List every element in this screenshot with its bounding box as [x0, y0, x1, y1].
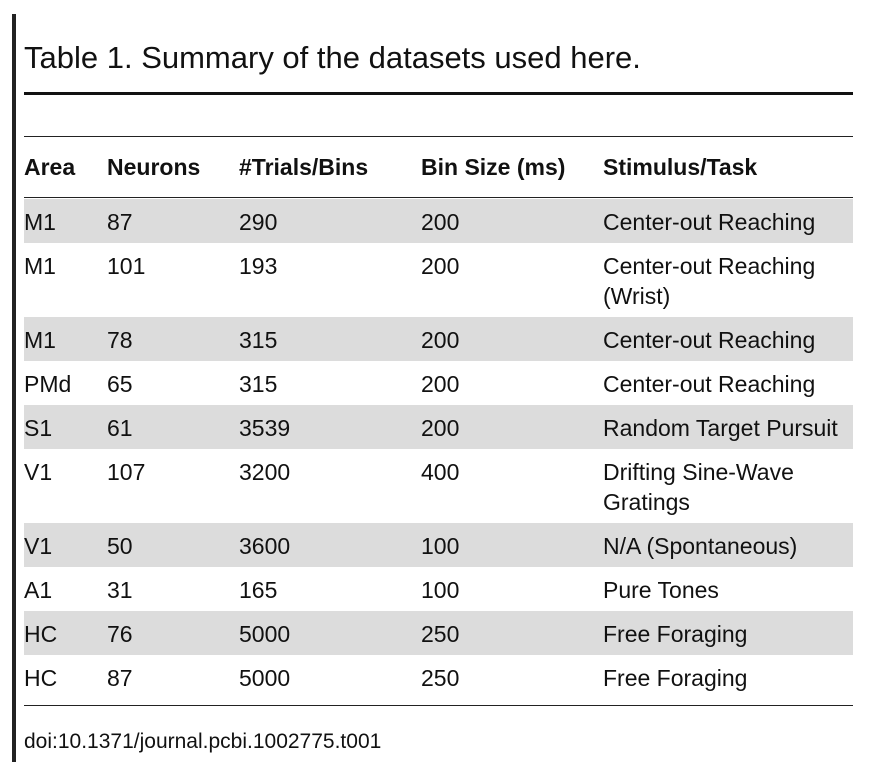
cell-bin-size: 200 — [421, 371, 460, 397]
cell-stimulus-task: Center-out Reaching — [603, 371, 816, 397]
cell-bin-size: 200 — [421, 327, 460, 353]
cell-neurons: 87 — [107, 209, 133, 235]
table-row — [24, 405, 853, 449]
column-header-trials-bins: #Trials/Bins — [239, 154, 369, 180]
cell-neurons: 87 — [107, 665, 133, 691]
title-rule — [24, 92, 853, 95]
cell-area: V1 — [24, 533, 53, 559]
column-header-area: Area — [24, 154, 76, 180]
cell-area: S1 — [24, 415, 53, 441]
cell-area: M1 — [24, 209, 56, 235]
table-row — [24, 523, 853, 567]
cell-neurons: 78 — [107, 327, 133, 353]
cell-bin-size: 250 — [421, 665, 460, 691]
cell-stimulus-task: Center-out Reaching (Wrist) — [603, 253, 816, 309]
cell-stimulus-task: Center-out Reaching — [603, 327, 816, 353]
table-header-rule — [24, 197, 853, 198]
table-body — [24, 199, 853, 701]
doi-footnote: doi:10.1371/journal.pcbi.1002775.t001 — [24, 730, 382, 753]
cell-area: V1 — [24, 459, 53, 485]
cell-trials-bins: 5000 — [239, 665, 291, 691]
cell-neurons: 31 — [107, 577, 133, 603]
table-title: Table 1. Summary of the datasets used here. — [24, 40, 641, 75]
cell-stimulus-task: Free Foraging — [603, 665, 748, 691]
table-bottom-rule — [24, 705, 853, 706]
cell-trials-bins: 3600 — [239, 533, 291, 559]
cell-stimulus-task: Drifting Sine-Wave Gratings — [603, 459, 794, 515]
cell-trials-bins: 315 — [239, 371, 278, 397]
table-row — [24, 317, 853, 361]
cell-neurons: 101 — [107, 253, 146, 279]
cell-neurons: 76 — [107, 621, 133, 647]
column-header-stimulus-task: Stimulus/Task — [603, 154, 758, 180]
cell-bin-size: 200 — [421, 209, 460, 235]
left-margin-bar — [12, 14, 16, 762]
cell-area: HC — [24, 665, 58, 691]
cell-area: A1 — [24, 577, 53, 603]
table-top-rule — [24, 136, 853, 137]
table-row — [24, 243, 853, 317]
cell-neurons: 61 — [107, 415, 133, 441]
cell-bin-size: 100 — [421, 533, 460, 559]
cell-trials-bins: 5000 — [239, 621, 291, 647]
cell-neurons: 65 — [107, 371, 133, 397]
cell-neurons: 107 — [107, 459, 146, 485]
cell-stimulus-task: N/A (Spontaneous) — [603, 533, 798, 559]
column-header-neurons: Neurons — [107, 154, 201, 180]
table-row — [24, 655, 853, 701]
cell-trials-bins: 290 — [239, 209, 278, 235]
cell-area: M1 — [24, 327, 56, 353]
column-header-bin-size: Bin Size (ms) — [421, 154, 566, 180]
cell-stimulus-task: Random Target Pursuit — [603, 415, 838, 441]
cell-stimulus-task: Center-out Reaching — [603, 209, 816, 235]
cell-trials-bins: 3539 — [239, 415, 291, 441]
cell-stimulus-task: Pure Tones — [603, 577, 719, 603]
cell-trials-bins: 165 — [239, 577, 278, 603]
cell-bin-size: 100 — [421, 577, 460, 603]
cell-bin-size: 250 — [421, 621, 460, 647]
cell-bin-size: 200 — [421, 415, 460, 441]
table-header-row — [24, 147, 853, 187]
table-row — [24, 611, 853, 655]
cell-bin-size: 400 — [421, 459, 460, 485]
table-row — [24, 361, 853, 405]
cell-neurons: 50 — [107, 533, 133, 559]
cell-area: PMd — [24, 371, 72, 397]
cell-bin-size: 200 — [421, 253, 460, 279]
cell-area: M1 — [24, 253, 56, 279]
table-row — [24, 449, 853, 523]
cell-stimulus-task: Free Foraging — [603, 621, 748, 647]
table-row — [24, 199, 853, 243]
cell-area: HC — [24, 621, 58, 647]
table-row — [24, 567, 853, 611]
cell-trials-bins: 193 — [239, 253, 278, 279]
cell-trials-bins: 315 — [239, 327, 278, 353]
cell-trials-bins: 3200 — [239, 459, 291, 485]
